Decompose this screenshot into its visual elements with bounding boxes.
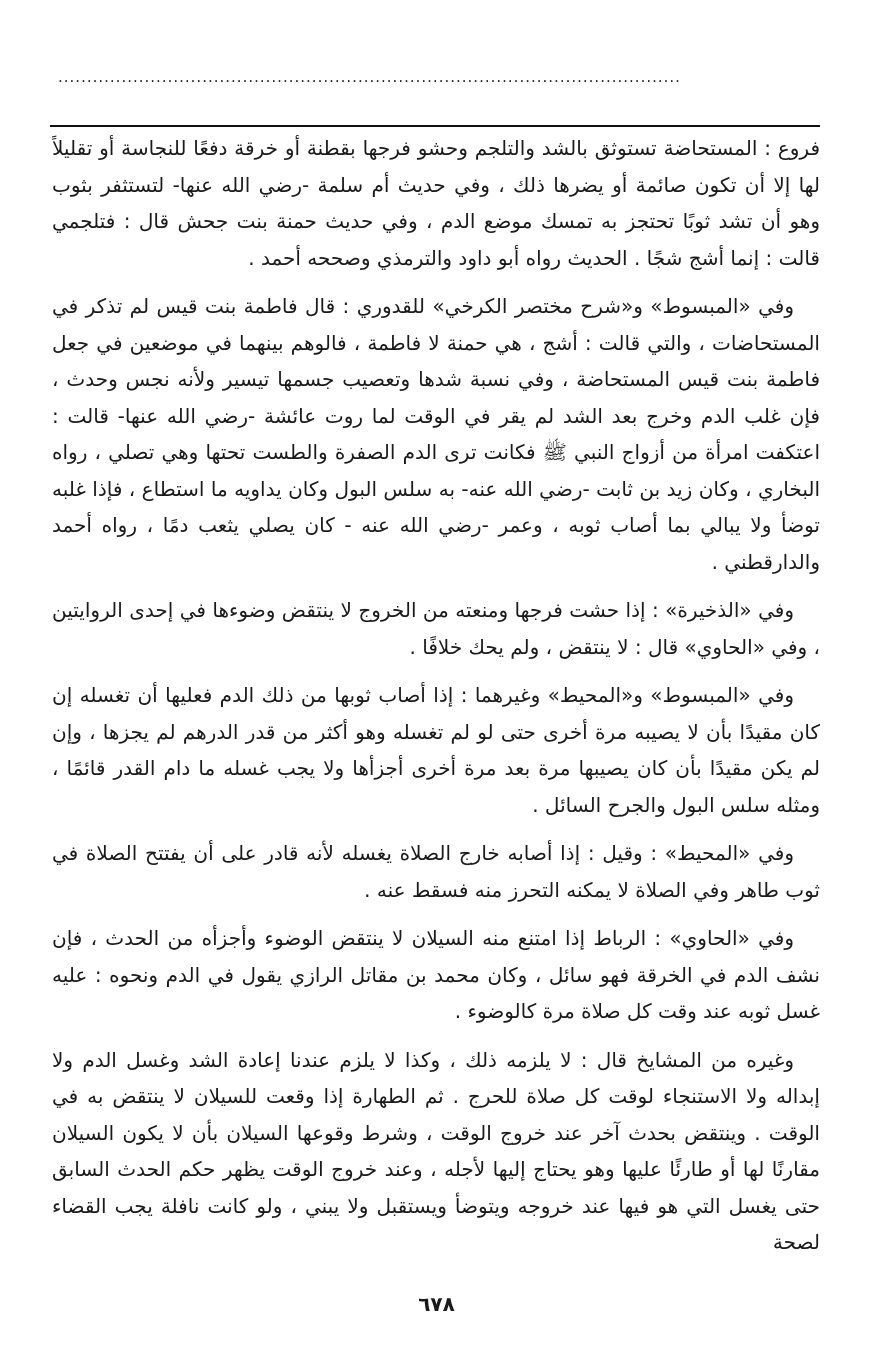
paragraph-hawi: وفي «الحاوي» : الرباط إذا امتنع منه السيلان لا ينتقض الوضوء وأجزأه من الحدث ، فإن نشف الدم في الخرقة فهو سائل ، وكان محمد بن مقاتل الرازي يقول في الدم ونحوه : عليه غسل ثوبه عند وقت كل صلاة مرة كالوضوء . <box>52 926 820 1023</box>
paragraph-muhit-2: وفي «المحيط» : وقيل : إذا أصابه خارج الصلاة يغسله لأنه قادر على أن يفتتح الصلاة في ثوب طاهر وفي الصلاة لا يمكنه التحرز منه فسقط عنه . <box>52 841 820 902</box>
page-number: ٦٧٨ <box>418 1292 455 1316</box>
paragraph-furu: فروع : المستحاضة تستوثق بالشد والتلجم وحشو فرجها بقطنة أو خرقة دفعًا للنجاسة أو تقليلاً لها إلا أن تكون صائمة أو يضرها ذلك ، وفي حديث أم سلمة -رضي الله عنها- لتستثفر بثوب وهو أن تشد ثوبًا تحتجز به تمسك موضع الدم ، وفي حديث حمنة بنت جحش قال : فتلجمي قالت : إنما أشج شجًا . الحديث رواه أبو داود والترمذي وصححه أحمد . <box>52 136 820 270</box>
paragraph-muhit: وفي «المبسوط» و«المحيط» وغيرهما : إذا أصاب ثوبها من ذلك الدم فعليها أن تغسله إن كان مقيدًا بأن لا يصيبه مرة أخرى حتى لو لم تغسله وهو أكثر من قدر الدرهم لم يجزها ، وإن لم يكن مقيدًا بأن كان يصيبها مرة بعد مرة أخرى أجزأها ولا يجب غسله ما دام القدر قائمًا ، ومثله سلس البول والجرح السائل . <box>52 683 820 817</box>
footnote-rule <box>50 125 820 127</box>
dotted-separator: ............................................................................................................ <box>58 68 681 86</box>
main-text <box>52 130 820 1295</box>
paragraph-dhakhira: وفي «الذخيرة» : إذا حشت فرجها ومنعته من الخروج لا ينتقض وضوءها في إحدى الروايتين ، وفي «الحاوي» قال : لا ينتقض ، ولم يحك خلافًا . <box>52 598 820 659</box>
paragraph-mashayikh: وغيره من المشايخ قال : لا يلزمه ذلك ، وكذا لا يلزم عندنا إعادة الشد وغسل الدم ولا إبداله ولا الاستنجاء لوقت كل صلاة للحرج . ثم الطهارة إذا وقعت للسيلان لا ينتقض به في الوقت . وينتقض بحدث آخر عند خروج الوقت ، وشرط وقوعها السيلان بأن لا يكون السيلان مقارنًا لها أو طارئًا عليها وهو يحتاج إليها لأجله ، وعند خروج الوقت يظهر حكم الحدث السابق حتى يغسل التي هو فيها عند خروجه ويتوضأ ويستقبل ولا يبني ، ولو كانت نافلة يجب القضاء لصحة <box>52 1047 820 1254</box>
paragraph-mabsut: وفي «المبسوط» و«شرح مختصر الكرخي» للقدوري : قال فاطمة بنت قيس لم تذكر في المستحاضات ، والتي قالت : أشج ، هي حمنة لا فاطمة ، فالوهم بينهما في موضعين في جعل فاطمة بنت قيس المستحاضة ، وفي نسبة شدها وتعصيب جسمها تيسير ولأنه نجس وحدث ، فإن غلب الدم وخرج بعد الشد لم يقر في الوقت لما روت عائشة -رضي الله عنها- قالت : اعتكفت امرأة من أزواج النبي ﷺ فكانت ترى الدم الصفرة والطست تحتها وهي تصلي ، رواه البخاري ، وكان زيد بن ثابت -رضي الله عنه- به سلس البول وكان يداويه ما استطاع ، فإذا غلبه توضأ ولا يبالي بما أصاب ثوبه ، وعمر -رضي الله عنه - كان يصلي يثعب دمًا ، رواه أحمد والدارقطني . <box>52 294 820 574</box>
